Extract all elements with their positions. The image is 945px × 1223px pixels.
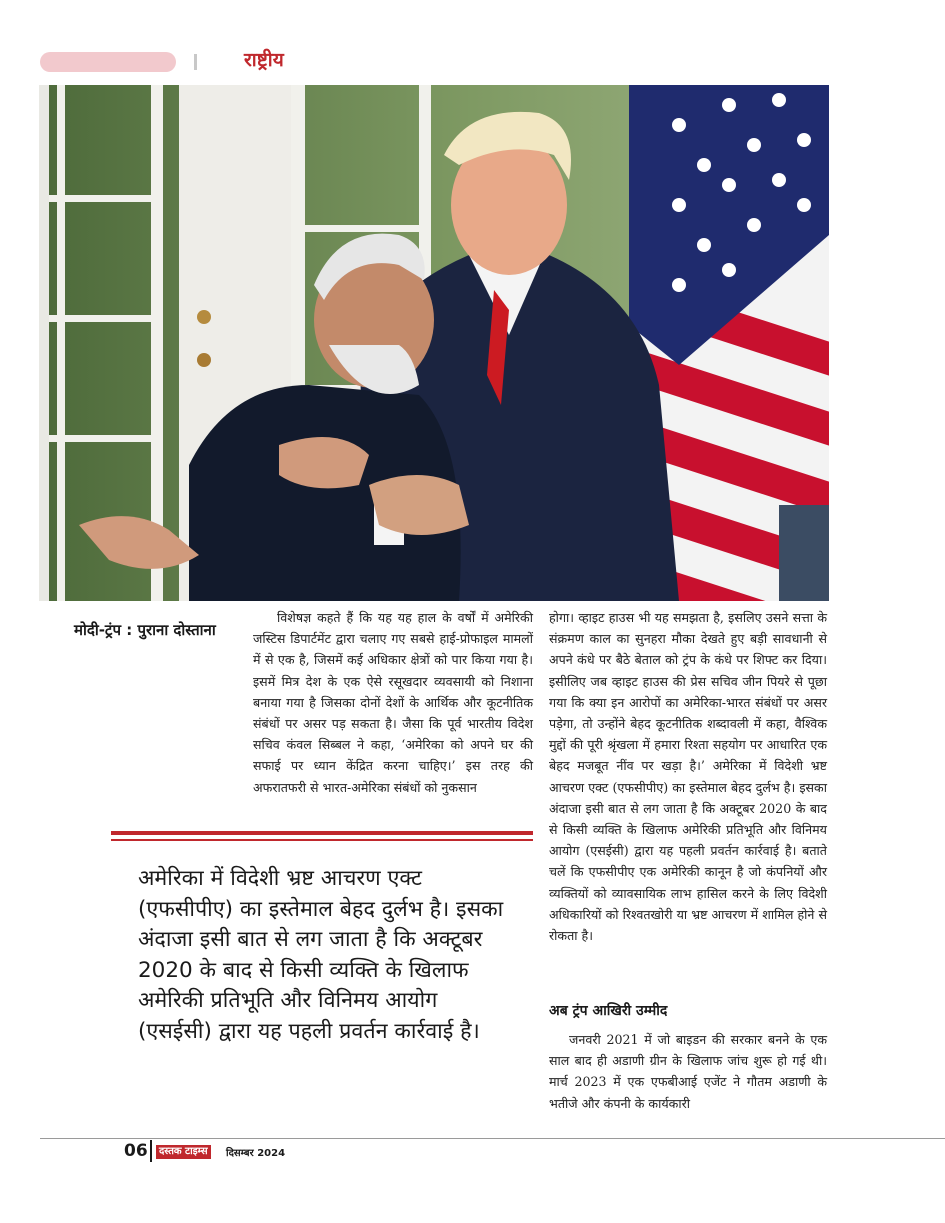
magazine-logo: दस्तक टाइम्स (156, 1145, 211, 1159)
photo-caption: मोदी-ट्रंप : पुराना दोस्ताना (74, 621, 216, 639)
header-pill (40, 52, 176, 72)
footer-divider (40, 1138, 945, 1139)
pull-quote-rule-thin (111, 839, 533, 841)
section-label: राष्ट्रीय (244, 49, 284, 71)
issue-date: दिसम्बर 2024 (226, 1148, 286, 1159)
photo-modi-trump-hug-icon (39, 85, 829, 601)
article-column-2: होगा। व्हाइट हाउस भी यह समझता है, इसलिए उसने सत्ता के संक्रमण काल का सुनहरा मौका देखते हुए बड़ी सावधानी से अपने कंधे पर बैठे बेताल को ट्रंप के कंधे पर शिफ्ट कर दिया। इसीलिए जब व्हाइट हाउस की प्रेस सचिव जीन पियरे से पूछा गया कि क्या इन आरोपों का अमेरिका-भारत संबंधों पर असर पड़ेगा, तो उन्होंने बेहद कूटनीतिक शब्दावली में कहा, वैश्विक मुद्दों की पूरी श्रृंखला में हमारा रिश्ता सहयोग पर आधारित एक बेहद मजबूत नींव पर खड़ा है।’ अमेरिका में विदेशी भ्रष्ट आचरण एक्ट (एफसीपीए) का इस्तेमाल बेहद दुर्लभ है। इसका अंदाजा इसी बात से लग जाता है कि अक्टूबर 2020 के बाद से किसी व्यक्ति के खिलाफ अमेरिकी प्रतिभूति और विनिमय आयोग (एसईसी) द्वारा यह पहली प्रवर्तन कार्रवाई है। बताते चलें कि एफसीपीए एक अमेरिकी कानून है जो कंपनियों और व्यक्तियों को व्यावसायिक लाभ हासिल करने के लिए विदेशी अधिकारियों को रिश्वतखोरी या भ्रष्ट आचरण में शामिल होने से रोकता है। (549, 610, 827, 944)
header-separator (194, 54, 197, 70)
pull-quote-rule-thick (111, 831, 533, 835)
article-column-2-continued: जनवरी 2021 में जो बाइडन की सरकार बनने के एक साल बाद ही अडाणी ग्रीन के खिलाफ जांच शुरू हो गई थी। मार्च 2023 में एक एफबीआई एजेंट ने गौतम अडाणी के भतीजे और कंपनी के कार्यकारी (549, 1032, 827, 1111)
article-photo (39, 85, 829, 601)
article-column-1: विशेषज्ञ कहते हैं कि यह यह हाल के वर्षों में अमेरिकी जस्टिस डिपार्टमेंट द्वारा चलाए गए सबसे हाई-प्रोफाइल मामलों में से एक है, जिसमें कई अधिकार क्षेत्रों को पार किया गया है। इसमें मित्र देश के एक ऐसे रसूखदार व्यवसायी को निशाना बनाया गया है जिसका दोनों देशों के आर्थिक और कूटनीतिक संबंधों पर असर पड़ सकता है। जैसा कि पूर्व भारतीय विदेश सचिव कंवल सिब्बल ने कहा, ‘अमेरिका को अपने घर की सफाई पर ध्यान केंद्रित करना चाहिए।’ इस तरह की अफरातफरी से भारत-अमेरिका संबंधों को नुकसान (253, 610, 533, 795)
pull-quote: अमेरिका में विदेशी भ्रष्ट आचरण एक्ट (एफसीपीए) का इस्तेमाल बेहद दुर्लभ है। इसका अंदाजा इसी बात से लग जाता है कि अक्टूबर 2020 के बाद से किसी व्यक्ति के खिलाफ अमेरिकी प्रतिभूति और विनिमय आयोग (एसईसी) द्वारा यह पहली प्रवर्तन कार्रवाई है। (138, 866, 504, 1044)
article-subheading: अब ट्रंप आखिरी उम्मीद (549, 1003, 668, 1019)
page-number: 06 (124, 1141, 148, 1161)
footer-bar (150, 1140, 152, 1162)
